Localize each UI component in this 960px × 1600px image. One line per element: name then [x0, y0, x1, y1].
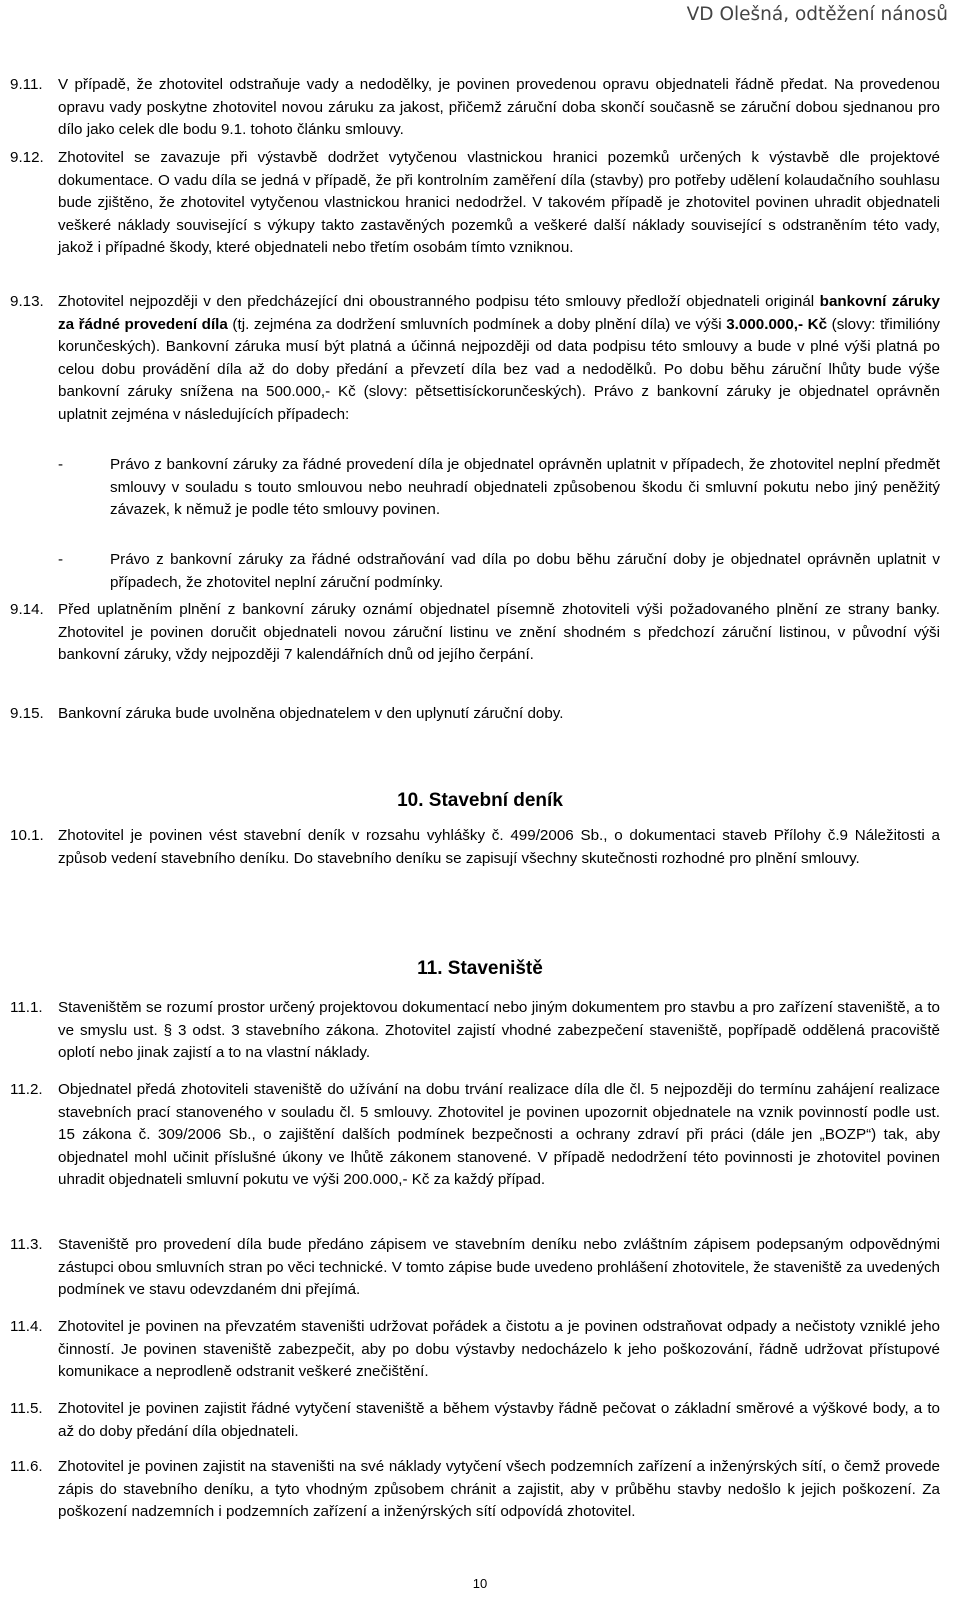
clause-9-11 [10, 74, 940, 142]
bullet-dash: - [58, 456, 64, 473]
clause-text-part: (tj. zejména za dodržení smluvních podmínek a doby plnění díla) ve výši [227, 315, 727, 333]
clause-11-5 [10, 1398, 940, 1443]
clause-11-6 [10, 1456, 940, 1524]
clause-number: 9.12. [10, 149, 44, 166]
bullet-item-2 [58, 549, 940, 594]
clause-text: Zhotovitel je povinen vést stavební deník v rozsahu vyhlášky č. 499/2006 Sb., o dokumentaci staveb Přílohy č.9 Náležitosti a způsob vedení stavebního deníku. Do stavebního deníku se zapisují všechny skutečnosti rozhodné pro plnění smlouvy. [58, 827, 940, 867]
bullet-dash: - [58, 551, 64, 568]
clause-text: V případě, že zhotovitel odstraňuje vady a nedodělky, je povinen provedenou opravu objednateli řádně předat. Na provedenou opravu vady poskytne zhotovitel novou záruku za jakost, přičemž záruční doba skončí současně se záruční dobou sjednanou pro dílo jako celek dle bodu 9.1. tohoto článku smlouvy. [58, 76, 940, 138]
clause-number: 11.4. [10, 1318, 43, 1335]
clause-number: 11.1. [10, 999, 43, 1016]
clause-text: Zhotovitel je povinen zajistit řádné vytyčení staveniště a během výstavby řádně pečovat o základní směrové a výškové body, a to až do doby předání díla objednateli. [58, 1400, 940, 1440]
clause-10-1 [10, 825, 940, 870]
section-heading-11: 11. Staveniště [417, 958, 543, 979]
bullet-text: Právo z bankovní záruky za řádné odstraňování vad díla po dobu běhu záruční doby je objednatel oprávněn uplatnit v případech, že zhotovitel neplní záruční podmínky. [110, 551, 940, 591]
bullet-text: Právo z bankovní záruky za řádné provedení díla je objednatel oprávněn uplatnit v případech, že zhotovitel neplní předmět smlouvy v souladu s touto smlouvou nebo neuhradí objednateli způsobenou škodu či smluvní pokutu nebo jiný peněžitý závazek, k němuž je podle této smlouvy povinen. [110, 456, 940, 518]
clause-11-3 [10, 1234, 940, 1302]
clause-text-part: Zhotovitel nejpozději v den předcházející dni oboustranného podpisu této smlouvy předloží objednateli originál [58, 293, 820, 310]
clause-9-15 [10, 703, 940, 726]
clause-text: Zhotovitel se zavazuje při výstavbě dodržet vytyčenou vlastnickou hranici pozemků určených k výstavbě dle projektové dokumentace. O vadu díla se jedná v případě, že při kontrolním zaměření díla (stavby) pro potřeby udělení kolaudačního souhlasu bude zjištěno, že zhotovitel vytyčenou vlastnickou hranici nedodržel. V takovém případě je zhotovitel povinen uhradit objednateli veškeré náklady související s výkupy takto zastavěných pozemků a veškeré další náklady související s odstraněním této vady, jakož i případné škody, které objednateli nebo třetím osobám tímto vzniknou. [58, 149, 940, 256]
clause-9-14 [10, 599, 940, 667]
bold-term-guarantee: bankovní záruky za řádné provedení díla [58, 293, 940, 333]
clause-number: 11.2. [10, 1081, 43, 1098]
clause-text: Zhotovitel je povinen zajistit na staveništi na své náklady vytyčení všech podzemních zařízení a inženýrských sítí, o čemž provede zápis do stavebního deníku, a tyto vhodným způsobem chránit a zajistit, aby v průběhu stavby nedošlo k jejich poškození. Za poškození nadzemních i podzemních zařízení a inženýrských sítí odpovídá zhotovitel. [58, 1458, 940, 1520]
clause-9-13 [10, 291, 940, 426]
clause-number: 9.13. [10, 293, 44, 310]
clause-text: Staveništěm se rozumí prostor určený projektovou dokumentací nebo jiným dokumentem pro stavbu a pro zařízení staveniště, a to ve smyslu ust. § 3 odst. 3 stavebního zákona. Zhotovitel zajistí vhodné zabezpečení staveniště, popřípadě oddělená pracoviště oplotí nebo jinak zajistí a to na vlastní náklady. [58, 999, 940, 1061]
section-heading-10: 10. Stavební deník [397, 790, 563, 811]
clause-number: 9.15. [10, 705, 44, 722]
document-header-title: VD Olešná, odtěžení nánosů [686, 4, 948, 25]
clause-9-12 [10, 147, 940, 260]
clause-text [58, 291, 940, 426]
clause-number: 10.1. [10, 827, 44, 844]
page-number: 10 [472, 1576, 488, 1591]
clause-number: 11.5. [10, 1400, 43, 1417]
clause-number: 9.11. [10, 76, 43, 93]
clause-text: Staveniště pro provedení díla bude předáno zápisem ve stavebním deníku nebo zvláštním zápisem podepsaným odpovědnými zástupci obou smluvních stran po věci technické. V tomto zápise bude uvedeno prohlášení zhotovitele, že staveniště za uvedených podmínek ve stavu odevzdaném dni přejímá. [58, 1236, 940, 1298]
clause-text: Bankovní záruka bude uvolněna objednatelem v den uplynutí záruční doby. [58, 705, 564, 722]
clause-text: Zhotovitel je povinen na převzatém staveništi udržovat pořádek a čistotu a je povinen odstraňovat odpady a nečistoty vzniklé jeho činností. Je povinen staveniště zabezpečit, aby po dobu výstavby nedocházelo k jeho poškozování, řádně udržovat přístupové komunikace a neprodleně odstranit veškeré znečištění. [58, 1318, 940, 1380]
clause-11-1 [10, 997, 940, 1065]
clause-number: 9.14. [10, 601, 44, 618]
clause-text-part: (slovy: třimilióny korunčeských). Bankovní záruka musí být platná a účinná nejpozději od data podpisu této smlouvy a bude v plné výši platná po celou dobu provádění díla až do doby předání a převzetí díla bez vad a nedodělků. Po dobu běhu záruční lhůty bude výše bankovní záruky snížena na 500.000,- Kč (slovy: pětsettisíckorunčeských). Právo z bankovní záruky je objednatel oprávněn uplatnit zejména v následujících případech: [58, 315, 940, 423]
bold-amount: 3.000.000,- Kč [726, 315, 828, 333]
clause-number: 11.3. [10, 1236, 43, 1253]
clause-text: Objednatel předá zhotoviteli staveniště do užívání na dobu trvání realizace díla dle čl. 5 nejpozději do termínu zahájení realizace stavebních prací stanoveného v souladu čl. 5 smlouvy. Zhotovitel je povinen upozornit objednatele na vznik povinností podle ust. 15 zákona č. 309/2006 Sb., o zajištění dalších podmínek bezpečnosti a ochrany zdraví při práci (dále jen „BOZP“) tak, aby objednatel mohl učinit příslušné úkony ve lhůtě zákonem stanovené. V případě nedodržení této povinnosti je zhotovitel povinen uhradit objednateli smluvní pokutu ve výši 200.000,- Kč za každý případ. [58, 1081, 940, 1188]
bullet-item-1 [58, 454, 940, 522]
clause-text: Před uplatněním plnění z bankovní záruky oznámí objednatel písemně zhotoviteli výši požadovaného plnění ze strany banky. Zhotovitel je povinen doručit objednateli novou záruční listinu ve znění shodném s předchozí záruční listinou, v původní výši bankovní záruky, vždy nejpozději 7 kalendářních dnů od jejího čerpání. [58, 601, 940, 663]
clause-11-4 [10, 1316, 940, 1384]
clause-11-2 [10, 1079, 940, 1192]
clause-number: 11.6. [10, 1458, 43, 1475]
